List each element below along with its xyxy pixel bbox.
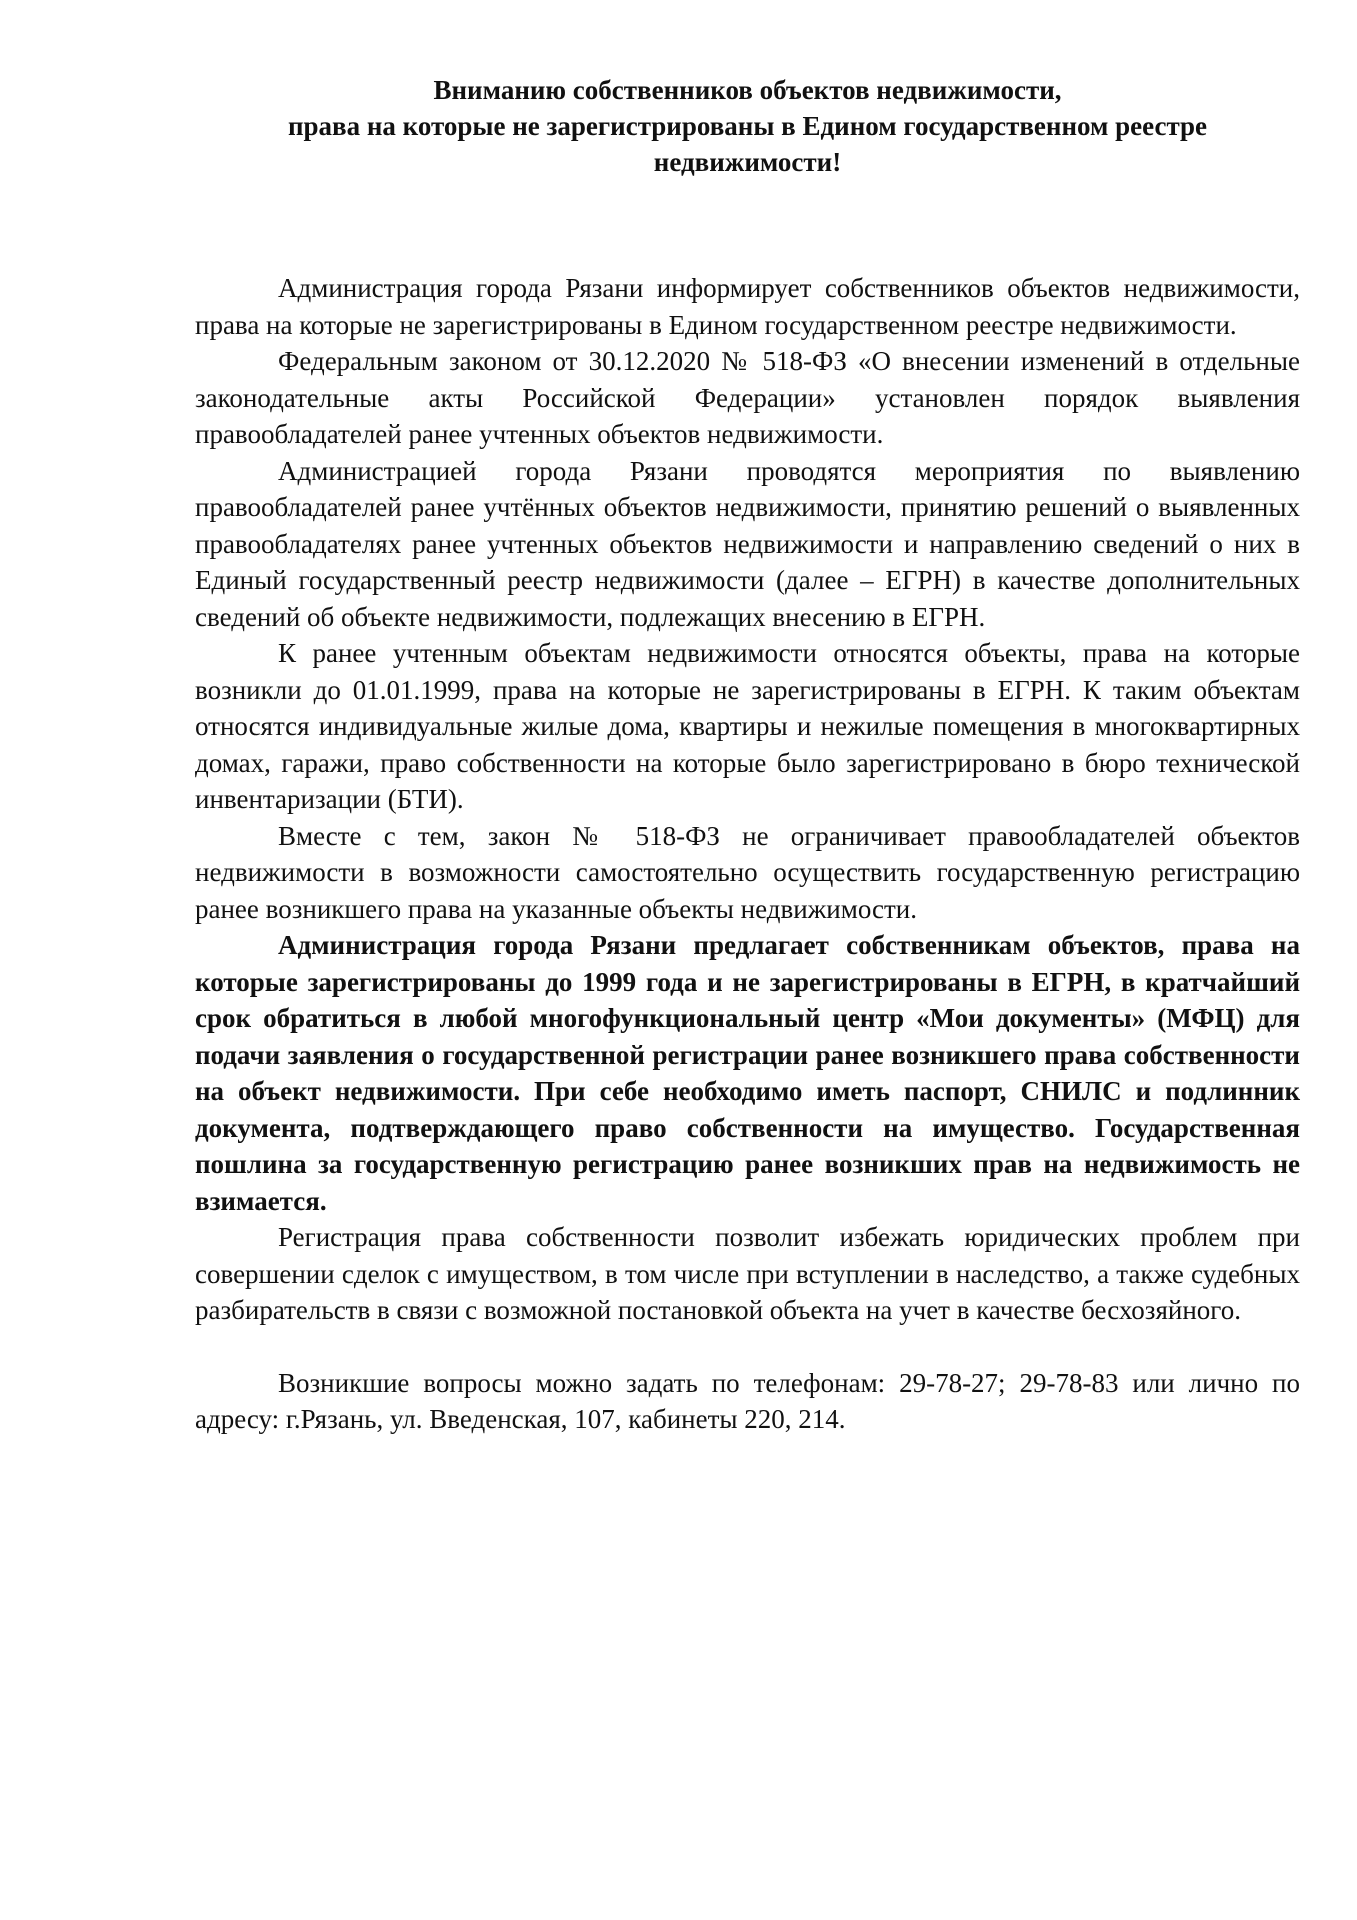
document-page <box>195 72 1300 1438</box>
paragraph-offer-mfc: Администрация города Рязани предлагает собственникам объектов, права на которые зарегистрированы до 1999 года и не зарегистрированы в ЕГРН, в кратчайший срок обратиться в любой многофункциональный центр «Мои документы» (МФЦ) для подачи заявления о государственной регистрации ранее возникшего права собственности на объект недвижимости. При себе необходимо иметь паспорт, СНИЛС и подлинник документа, подтверждающего право собственности на имущество. Государственная пошлина за государственную регистрацию ранее возникших прав на недвижимость не взимается. <box>195 930 1300 1216</box>
paragraph-law-518: Вместе с тем, закон № 518-ФЗ не ограничивает правообладателей объектов недвижимости в возможности самостоятельно осуществить государственную регистрацию ранее возникшего права на указанные объекты недвижимости. <box>195 820 1300 924</box>
title-line-1: Вниманию собственников объектов недвижимости, <box>433 75 1062 105</box>
paragraph-gap <box>195 1329 1300 1365</box>
paragraph-measures: Администрацией города Рязани проводятся мероприятия по выявлению правообладателей ранее учтённых объектов недвижимости, принятию решений о выявленных правообладателях ранее учтенных объектов недвижимости и направлению сведений о них в Единый государственный реестр недвижимости (далее – ЕГРН) в качестве дополнительных сведений об объекте недвижимости, подлежащих внесению в ЕГРН. <box>195 455 1300 632</box>
paragraph-contacts: Возникшие вопросы можно задать по телефонам: 29-78-27; 29-78-83 или лично по адресу: г.Рязань, ул. Введенская, 107, кабинеты 220, 214. <box>195 1367 1300 1434</box>
document-title <box>195 72 1300 180</box>
title-line-3: недвижимости! <box>653 147 842 177</box>
paragraph-intro: Администрация города Рязани информирует собственников объектов недвижимости, права на которые не зарегистрированы в Едином государственном реестре недвижимости. <box>195 273 1300 340</box>
title-line-2: права на которые не зарегистрированы в Едином государственном реестре <box>287 111 1208 141</box>
paragraph-previously-registered-objects: К ранее учтенным объектам недвижимости относятся объекты, права на которые возникли до 01.01.1999, права на которые не зарегистрированы в ЕГРН. К таким объектам относятся индивидуальные жилые дома, квартиры и нежилые помещения в многоквартирных домах, гаражи, право собственности на которые было зарегистрировано в бюро технической инвентаризации (БТИ). <box>195 638 1300 814</box>
paragraph-federal-law: Федеральным законом от 30.12.2020 № 518-ФЗ «О внесении изменений в отдельные законодательные акты Российской Федерации» установлен порядок выявления правообладателей ранее учтенных объектов недвижимости. <box>195 346 1300 449</box>
paragraph-registration-benefits: Регистрация права собственности позволит избежать юридических проблем при совершении сделок с имуществом, в том числе при вступлении в наследство, а также судебных разбирательств в связи с возможной постановкой объекта на учет в качестве бесхозяйного. <box>195 1222 1300 1325</box>
